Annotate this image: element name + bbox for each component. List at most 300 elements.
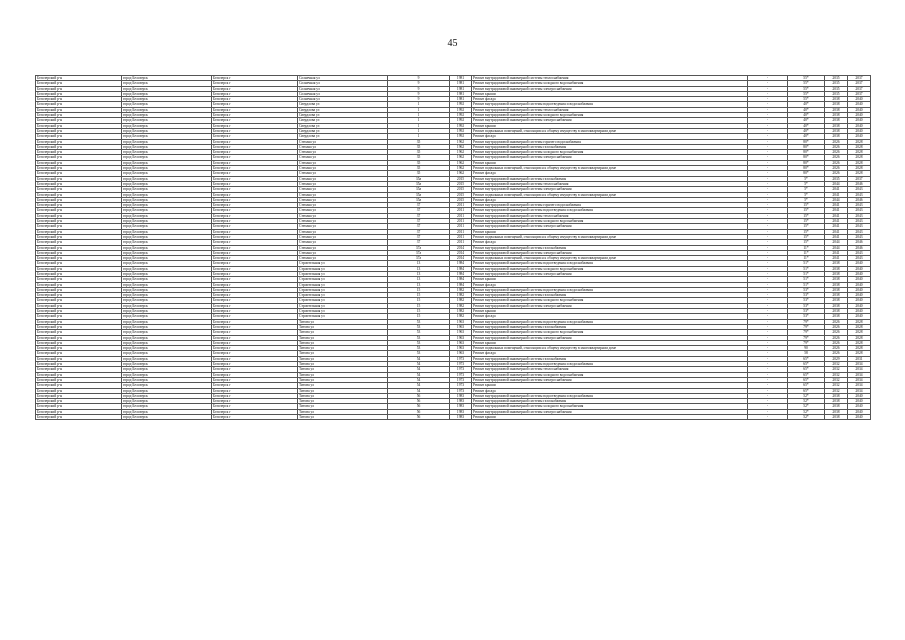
street-cell: Строительная ул bbox=[298, 314, 388, 319]
end-year-cell: 2028 bbox=[848, 351, 871, 356]
wear-percent-cell: 79* bbox=[788, 324, 825, 329]
locality-cell: Белозерск г bbox=[212, 181, 298, 186]
district-cell: Белозерский р-н bbox=[36, 171, 122, 176]
street-cell: Титова ул bbox=[298, 372, 388, 377]
settlement-cell: город Белозерск bbox=[122, 319, 212, 324]
house-number-cell: 35а bbox=[388, 187, 450, 192]
work-type-cell: Ремонт крыши bbox=[472, 340, 748, 345]
locality-cell: Белозерск г bbox=[212, 144, 298, 149]
district-cell: Белозерский р-н bbox=[36, 229, 122, 234]
settlement-cell: город Белозерск bbox=[122, 415, 212, 420]
build-year-cell: 1992 bbox=[450, 128, 472, 133]
build-year-cell: 1963 bbox=[450, 324, 472, 329]
work-type-cell: Ремонт внутридомовой инженерной системы газоснабжения bbox=[472, 324, 748, 329]
build-year-cell: 1963 bbox=[450, 330, 472, 335]
dash-cell: - bbox=[748, 155, 788, 160]
end-year-cell: 2031 bbox=[848, 356, 871, 361]
wear-percent-cell: 40* bbox=[788, 113, 825, 118]
dash-cell: - bbox=[748, 314, 788, 319]
house-number-cell: 54 bbox=[388, 356, 450, 361]
settlement-cell: город Белозерск bbox=[122, 176, 212, 181]
build-year-cell: 2014 bbox=[450, 256, 472, 261]
street-cell: Степана ул bbox=[298, 219, 388, 224]
settlement-cell: город Белозерск bbox=[122, 166, 212, 171]
locality-cell: Белозерск г bbox=[212, 266, 298, 271]
work-type-cell: Ремонт внутридомовой инженерной системы электроснабжения bbox=[472, 155, 748, 160]
settlement-cell: город Белозерск bbox=[122, 113, 212, 118]
district-cell: Белозерский р-н bbox=[36, 97, 122, 102]
district-cell: Белозерский р-н bbox=[36, 351, 122, 356]
district-cell: Белозерский р-н bbox=[36, 388, 122, 393]
end-year-cell: 2040 bbox=[848, 113, 871, 118]
house-number-cell: 15 bbox=[388, 314, 450, 319]
wear-percent-cell: 55* bbox=[788, 81, 825, 86]
page-number: 45 bbox=[447, 38, 458, 49]
locality-cell: Белозерск г bbox=[212, 256, 298, 261]
dash-cell: - bbox=[748, 144, 788, 149]
district-cell: Белозерский р-н bbox=[36, 346, 122, 351]
dash-cell: - bbox=[748, 91, 788, 96]
district-cell: Белозерский р-н bbox=[36, 319, 122, 324]
end-year-cell: 2046 bbox=[848, 245, 871, 250]
district-cell: Белозерский р-н bbox=[36, 240, 122, 245]
district-cell: Белозерский р-н bbox=[36, 160, 122, 165]
district-cell: Белозерский р-н bbox=[36, 261, 122, 266]
settlement-cell: город Белозерск bbox=[122, 150, 212, 155]
work-type-cell: Ремонт внутридомовой инженерной системы теплоснабжения bbox=[472, 76, 748, 81]
house-number-cell: 1 bbox=[388, 107, 450, 112]
build-year-cell: 1984 bbox=[450, 271, 472, 276]
work-type-cell: Ремонт внутридомовой инженерной системы горячего водоснабжения bbox=[472, 203, 748, 208]
locality-cell: Белозерск г bbox=[212, 372, 298, 377]
street-cell: Степана ул bbox=[298, 144, 388, 149]
build-year-cell: 1982 bbox=[450, 303, 472, 308]
work-type-cell: Ремонт внутридомовой инженерной системы холодного водоснабжения bbox=[472, 330, 748, 335]
end-year-cell: 2037 bbox=[848, 76, 871, 81]
work-type-cell: Ремонт крыши bbox=[472, 123, 748, 128]
build-year-cell: 1983 bbox=[450, 404, 472, 409]
district-cell: Белозерский р-н bbox=[36, 298, 122, 303]
work-type-cell: Ремонт внутридомовой инженерной системы электроснабжения bbox=[472, 409, 748, 414]
end-year-cell: 2040 bbox=[848, 314, 871, 319]
locality-cell: Белозерск г bbox=[212, 319, 298, 324]
end-year-cell: 2028 bbox=[848, 144, 871, 149]
dash-cell: - bbox=[748, 86, 788, 91]
locality-cell: Белозерск г bbox=[212, 362, 298, 367]
wear-percent-cell: 65* bbox=[788, 362, 825, 367]
wear-percent-cell: 80* bbox=[788, 139, 825, 144]
dash-cell: - bbox=[748, 287, 788, 292]
locality-cell: Белозерск г bbox=[212, 346, 298, 351]
end-year-cell: 2034 bbox=[848, 377, 871, 382]
locality-cell: Белозерск г bbox=[212, 197, 298, 202]
wear-percent-cell: 65* bbox=[788, 367, 825, 372]
wear-percent-cell: 5* bbox=[788, 187, 825, 192]
work-type-cell: Ремонт подвальных помещений, относящихся к общему имуществу в многоквартирном доме bbox=[472, 166, 748, 171]
start-year-cell: 2041 bbox=[825, 219, 848, 224]
house-number-cell: 37а bbox=[388, 245, 450, 250]
street-cell: Титова ул bbox=[298, 324, 388, 329]
work-type-cell: Ремонт крыши bbox=[472, 277, 748, 282]
wear-percent-cell: 15* bbox=[788, 203, 825, 208]
locality-cell: Белозерск г bbox=[212, 229, 298, 234]
district-cell: Белозерский р-н bbox=[36, 203, 122, 208]
settlement-cell: город Белозерск bbox=[122, 367, 212, 372]
district-cell: Белозерский р-н bbox=[36, 250, 122, 255]
end-year-cell: 2046 bbox=[848, 181, 871, 186]
locality-cell: Белозерск г bbox=[212, 118, 298, 123]
house-number-cell: 13 bbox=[388, 282, 450, 287]
street-cell: Степана ул bbox=[298, 192, 388, 197]
house-number-cell: 9 bbox=[388, 76, 450, 81]
build-year-cell: 2011 bbox=[450, 219, 472, 224]
locality-cell: Белозерск г bbox=[212, 187, 298, 192]
dash-cell: - bbox=[748, 309, 788, 314]
district-cell: Белозерский р-н bbox=[36, 208, 122, 213]
wear-percent-cell: 40* bbox=[788, 134, 825, 139]
wear-percent-cell: 51* bbox=[788, 266, 825, 271]
house-number-cell: 1 bbox=[388, 128, 450, 133]
street-cell: Свердлова ул bbox=[298, 118, 388, 123]
house-number-cell: 35 bbox=[388, 150, 450, 155]
street-cell: Степана ул bbox=[298, 187, 388, 192]
end-year-cell: 2043 bbox=[848, 250, 871, 255]
build-year-cell: 2011 bbox=[450, 234, 472, 239]
dash-cell: - bbox=[748, 113, 788, 118]
locality-cell: Белозерск г bbox=[212, 335, 298, 340]
settlement-cell: город Белозерск bbox=[122, 203, 212, 208]
house-number-cell: 53 bbox=[388, 340, 450, 345]
work-type-cell: Ремонт внутридомовой инженерной системы теплоснабжения bbox=[472, 367, 748, 372]
locality-cell: Белозерск г bbox=[212, 150, 298, 155]
house-number-cell: 53 bbox=[388, 330, 450, 335]
build-year-cell: 1984 bbox=[450, 266, 472, 271]
dash-cell: - bbox=[748, 176, 788, 181]
start-year-cell: 2038 bbox=[825, 409, 848, 414]
work-type-cell: Ремонт подвальных помещений, относящихся к общему имуществу в многоквартирном доме bbox=[472, 128, 748, 133]
start-year-cell: 2038 bbox=[825, 303, 848, 308]
street-cell: Титова ул bbox=[298, 377, 388, 382]
street-cell: Строительная ул bbox=[298, 282, 388, 287]
start-year-cell: 2035 bbox=[825, 81, 848, 86]
start-year-cell: 2038 bbox=[825, 393, 848, 398]
locality-cell: Белозерск г bbox=[212, 139, 298, 144]
build-year-cell: 2014 bbox=[450, 250, 472, 255]
settlement-cell: город Белозерск bbox=[122, 229, 212, 234]
end-year-cell: 2040 bbox=[848, 393, 871, 398]
district-cell: Белозерский р-н bbox=[36, 102, 122, 107]
start-year-cell: 2041 bbox=[825, 250, 848, 255]
dash-cell: - bbox=[748, 150, 788, 155]
locality-cell: Белозерск г bbox=[212, 293, 298, 298]
house-number-cell: 35а bbox=[388, 197, 450, 202]
start-year-cell: 2038 bbox=[825, 113, 848, 118]
settlement-cell: город Белозерск bbox=[122, 91, 212, 96]
district-cell: Белозерский р-н bbox=[36, 404, 122, 409]
wear-percent-cell: 52* bbox=[788, 404, 825, 409]
start-year-cell: 2032 bbox=[825, 367, 848, 372]
build-year-cell: 1992 bbox=[450, 107, 472, 112]
district-cell: Белозерский р-н bbox=[36, 187, 122, 192]
settlement-cell: город Белозерск bbox=[122, 409, 212, 414]
wear-percent-cell: 40* bbox=[788, 123, 825, 128]
start-year-cell: 2026 bbox=[825, 319, 848, 324]
start-year-cell: 2026 bbox=[825, 351, 848, 356]
wear-percent-cell: 51* bbox=[788, 271, 825, 276]
settlement-cell: город Белозерск bbox=[122, 377, 212, 382]
locality-cell: Белозерск г bbox=[212, 303, 298, 308]
settlement-cell: город Белозерск bbox=[122, 362, 212, 367]
end-year-cell: 2040 bbox=[848, 309, 871, 314]
dash-cell: - bbox=[748, 102, 788, 107]
start-year-cell: 2026 bbox=[825, 139, 848, 144]
street-cell: Строительная ул bbox=[298, 266, 388, 271]
build-year-cell: 1962 bbox=[450, 171, 472, 176]
start-year-cell: 2044 bbox=[825, 181, 848, 186]
district-cell: Белозерский р-н bbox=[36, 213, 122, 218]
build-year-cell: 1983 bbox=[450, 409, 472, 414]
end-year-cell: 2028 bbox=[848, 324, 871, 329]
build-year-cell: 1992 bbox=[450, 134, 472, 139]
locality-cell: Белозерск г bbox=[212, 388, 298, 393]
start-year-cell: 2038 bbox=[825, 261, 848, 266]
street-cell: Титова ул bbox=[298, 399, 388, 404]
house-number-cell: 15 bbox=[388, 303, 450, 308]
house-number-cell: 56 bbox=[388, 399, 450, 404]
build-year-cell: 1981 bbox=[450, 97, 472, 102]
work-type-cell: Ремонт внутридомовой инженерной системы электроснабжения bbox=[472, 118, 748, 123]
end-year-cell: 2043 bbox=[848, 229, 871, 234]
dash-cell: - bbox=[748, 399, 788, 404]
start-year-cell: 2038 bbox=[825, 97, 848, 102]
dash-cell: - bbox=[748, 240, 788, 245]
end-year-cell: 2040 bbox=[848, 128, 871, 133]
district-cell: Белозерский р-н bbox=[36, 118, 122, 123]
dash-cell: - bbox=[748, 187, 788, 192]
start-year-cell: 2026 bbox=[825, 155, 848, 160]
locality-cell: Белозерск г bbox=[212, 91, 298, 96]
build-year-cell: 1963 bbox=[450, 351, 472, 356]
dash-cell: - bbox=[748, 330, 788, 335]
settlement-cell: город Белозерск bbox=[122, 160, 212, 165]
dash-cell: - bbox=[748, 293, 788, 298]
work-type-cell: Ремонт внутридомовой инженерной системы холодного водоснабжения bbox=[472, 81, 748, 86]
wear-percent-cell: 52* bbox=[788, 393, 825, 398]
settlement-cell: город Белозерск bbox=[122, 303, 212, 308]
dash-cell: - bbox=[748, 388, 788, 393]
street-cell: Степана ул bbox=[298, 197, 388, 202]
locality-cell: Белозерск г bbox=[212, 81, 298, 86]
dash-cell: - bbox=[748, 139, 788, 144]
work-type-cell: Ремонт фасада bbox=[472, 388, 748, 393]
start-year-cell: 2038 bbox=[825, 134, 848, 139]
end-year-cell: 2028 bbox=[848, 150, 871, 155]
work-type-cell: Ремонт подвальных помещений, относящихся к общему имуществу в многоквартирном доме bbox=[472, 256, 748, 261]
house-number-cell: 54 bbox=[388, 388, 450, 393]
work-type-cell: Ремонт внутридомовой инженерной системы водоотведения и водоснабжения bbox=[472, 393, 748, 398]
district-cell: Белозерский р-н bbox=[36, 356, 122, 361]
settlement-cell: город Белозерск bbox=[122, 197, 212, 202]
end-year-cell: 2040 bbox=[848, 123, 871, 128]
settlement-cell: город Белозерск bbox=[122, 256, 212, 261]
district-cell: Белозерский р-н bbox=[36, 224, 122, 229]
work-type-cell: Ремонт крыши bbox=[472, 383, 748, 388]
build-year-cell: 2011 bbox=[450, 229, 472, 234]
wear-percent-cell: 40* bbox=[788, 107, 825, 112]
end-year-cell: 2040 bbox=[848, 409, 871, 414]
house-number-cell: 15 bbox=[388, 298, 450, 303]
house-number-cell: 15 bbox=[388, 287, 450, 292]
work-type-cell: Ремонт внутридомовой инженерной системы электроснабжения bbox=[472, 303, 748, 308]
settlement-cell: город Белозерск bbox=[122, 171, 212, 176]
end-year-cell: 2028 bbox=[848, 330, 871, 335]
locality-cell: Белозерск г bbox=[212, 324, 298, 329]
wear-percent-cell: 53* bbox=[788, 298, 825, 303]
end-year-cell: 2034 bbox=[848, 372, 871, 377]
dash-cell: - bbox=[748, 324, 788, 329]
district-cell: Белозерский р-н bbox=[36, 309, 122, 314]
build-year-cell: 1962 bbox=[450, 160, 472, 165]
street-cell: Строительная ул bbox=[298, 277, 388, 282]
dash-cell: - bbox=[748, 171, 788, 176]
settlement-cell: город Белозерск bbox=[122, 340, 212, 345]
district-cell: Белозерский р-н bbox=[36, 144, 122, 149]
district-cell: Белозерский р-н bbox=[36, 134, 122, 139]
district-cell: Белозерский р-н bbox=[36, 377, 122, 382]
house-number-cell: 35 bbox=[388, 155, 450, 160]
start-year-cell: 2032 bbox=[825, 388, 848, 393]
build-year-cell: 1982 bbox=[450, 287, 472, 292]
start-year-cell: 2035 bbox=[825, 86, 848, 91]
street-cell: Титова ул bbox=[298, 335, 388, 340]
house-number-cell: 35а bbox=[388, 192, 450, 197]
street-cell: Степана ул bbox=[298, 245, 388, 250]
house-number-cell: 15 bbox=[388, 309, 450, 314]
locality-cell: Белозерск г bbox=[212, 356, 298, 361]
build-year-cell: 1962 bbox=[450, 166, 472, 171]
start-year-cell: 2026 bbox=[825, 324, 848, 329]
district-cell: Белозерский р-н bbox=[36, 399, 122, 404]
wear-percent-cell: 53* bbox=[788, 287, 825, 292]
district-cell: Белозерский р-н bbox=[36, 277, 122, 282]
work-type-cell: Ремонт фасада bbox=[472, 240, 748, 245]
build-year-cell: 1973 bbox=[450, 367, 472, 372]
start-year-cell: 2026 bbox=[825, 346, 848, 351]
dash-cell: - bbox=[748, 123, 788, 128]
wear-percent-cell: 80* bbox=[788, 171, 825, 176]
district-cell: Белозерский р-н bbox=[36, 383, 122, 388]
end-year-cell: 2037 bbox=[848, 86, 871, 91]
start-year-cell: 2038 bbox=[825, 298, 848, 303]
end-year-cell: 2028 bbox=[848, 155, 871, 160]
start-year-cell: 2032 bbox=[825, 383, 848, 388]
end-year-cell: 2040 bbox=[848, 415, 871, 420]
locality-cell: Белозерск г bbox=[212, 97, 298, 102]
district-cell: Белозерский р-н bbox=[36, 409, 122, 414]
wear-percent-cell: 5* bbox=[788, 197, 825, 202]
dash-cell: - bbox=[748, 208, 788, 213]
build-year-cell: 1973 bbox=[450, 377, 472, 382]
end-year-cell: 2043 bbox=[848, 208, 871, 213]
end-year-cell: 2037 bbox=[848, 91, 871, 96]
locality-cell: Белозерск г bbox=[212, 261, 298, 266]
work-type-cell: Ремонт внутридомовой инженерной системы электроснабжения bbox=[472, 377, 748, 382]
build-year-cell: 2015 bbox=[450, 176, 472, 181]
work-type-cell: Ремонт фасада bbox=[472, 97, 748, 102]
end-year-cell: 2040 bbox=[848, 303, 871, 308]
settlement-cell: город Белозерск bbox=[122, 266, 212, 271]
end-year-cell: 2040 bbox=[848, 293, 871, 298]
district-cell: Белозерский р-н bbox=[36, 256, 122, 261]
build-year-cell: 1981 bbox=[450, 91, 472, 96]
locality-cell: Белозерск г bbox=[212, 171, 298, 176]
locality-cell: Белозерск г bbox=[212, 76, 298, 81]
build-year-cell: 1963 bbox=[450, 335, 472, 340]
street-cell: Степана ул bbox=[298, 234, 388, 239]
locality-cell: Белозерск г bbox=[212, 393, 298, 398]
start-year-cell: 2038 bbox=[825, 287, 848, 292]
work-type-cell: Ремонт внутридомовой инженерной системы холодного водоснабжения bbox=[472, 404, 748, 409]
start-year-cell: 2044 bbox=[825, 245, 848, 250]
district-cell: Белозерский р-н bbox=[36, 219, 122, 224]
wear-percent-cell: 52* bbox=[788, 409, 825, 414]
settlement-cell: город Белозерск bbox=[122, 240, 212, 245]
work-type-cell: Ремонт внутридомовой инженерной системы холодного водоснабжения bbox=[472, 298, 748, 303]
district-cell: Белозерский р-н bbox=[36, 150, 122, 155]
street-cell: Строительная ул bbox=[298, 309, 388, 314]
street-cell: Степана ул bbox=[298, 155, 388, 160]
settlement-cell: город Белозерск bbox=[122, 139, 212, 144]
district-cell: Белозерский р-н bbox=[36, 166, 122, 171]
end-year-cell: 2040 bbox=[848, 102, 871, 107]
locality-cell: Белозерск г bbox=[212, 351, 298, 356]
locality-cell: Белозерск г bbox=[212, 128, 298, 133]
work-type-cell: Ремонт внутридомовой инженерной системы электроснабжения bbox=[472, 271, 748, 276]
wear-percent-cell: 15* bbox=[788, 240, 825, 245]
house-number-cell: 54 bbox=[388, 383, 450, 388]
settlement-cell: город Белозерск bbox=[122, 128, 212, 133]
street-cell: Титова ул bbox=[298, 415, 388, 420]
house-number-cell: 53 bbox=[388, 351, 450, 356]
settlement-cell: город Белозерск bbox=[122, 224, 212, 229]
house-number-cell: 13 bbox=[388, 277, 450, 282]
build-year-cell: 1982 bbox=[450, 293, 472, 298]
settlement-cell: город Белозерск bbox=[122, 187, 212, 192]
wear-percent-cell: 15* bbox=[788, 213, 825, 218]
build-year-cell: 1973 bbox=[450, 372, 472, 377]
dash-cell: - bbox=[748, 367, 788, 372]
locality-cell: Белозерск г bbox=[212, 409, 298, 414]
wear-percent-cell: 80* bbox=[788, 160, 825, 165]
street-cell: Степана ул bbox=[298, 166, 388, 171]
build-year-cell: 1982 bbox=[450, 298, 472, 303]
locality-cell: Белозерск г bbox=[212, 208, 298, 213]
start-year-cell: 2026 bbox=[825, 166, 848, 171]
end-year-cell: 2034 bbox=[848, 367, 871, 372]
work-type-cell: Ремонт крыши bbox=[472, 229, 748, 234]
end-year-cell: 2043 bbox=[848, 219, 871, 224]
house-number-cell: 37 bbox=[388, 208, 450, 213]
work-type-cell: Ремонт внутридомовой инженерной системы холодного водоснабжения bbox=[472, 113, 748, 118]
end-year-cell: 2028 bbox=[848, 171, 871, 176]
settlement-cell: город Белозерск bbox=[122, 144, 212, 149]
dash-cell: - bbox=[748, 219, 788, 224]
locality-cell: Белозерск г bbox=[212, 160, 298, 165]
district-cell: Белозерский р-н bbox=[36, 91, 122, 96]
build-year-cell: 1981 bbox=[450, 76, 472, 81]
work-type-cell: Ремонт крыши bbox=[472, 160, 748, 165]
street-cell: Степана ул bbox=[298, 160, 388, 165]
